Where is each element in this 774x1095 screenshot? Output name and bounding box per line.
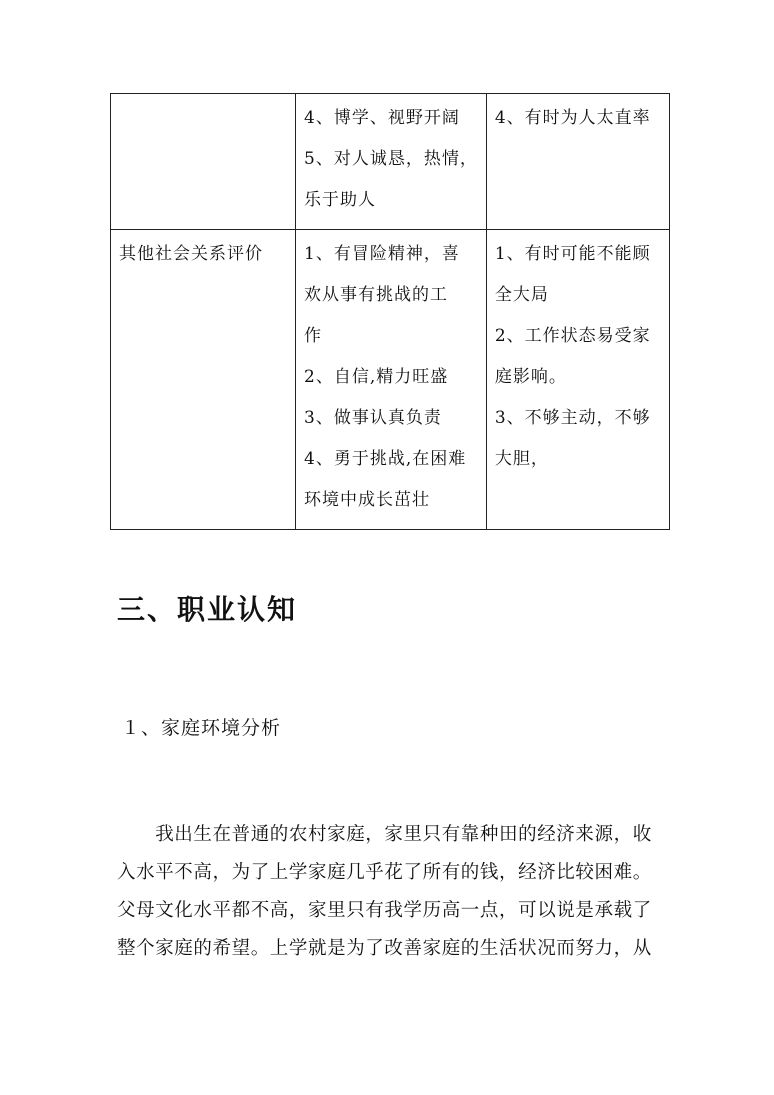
strength-line: 1、有冒险精神，喜: [304, 244, 460, 264]
weakness-line: 2、工作状态易受家: [494, 326, 651, 346]
table-row: [111, 94, 670, 230]
strength-line: 4、勇于挑战,在困难: [304, 449, 467, 469]
table-cell-label: [111, 230, 296, 530]
body-paragraph: [117, 816, 662, 968]
weakness-line: 4、有时为人太直率: [494, 108, 651, 128]
weakness-line: 庭影响。: [494, 367, 567, 387]
table-cell-strengths: [296, 230, 487, 530]
weakness-line: 全大局: [494, 285, 549, 305]
evaluation-table: [110, 93, 670, 530]
strength-line: 4、博学、视野开阔: [304, 108, 460, 128]
weakness-line: 大胆，: [494, 449, 549, 469]
row-label: 其他社会关系评价: [119, 244, 263, 264]
subsection-heading: １、家庭环境分析: [121, 717, 282, 739]
strength-line: 3、做事认真负责: [304, 408, 442, 428]
strength-line: 作: [304, 326, 322, 346]
paragraph-line: 我出生在普通的农村家庭，家里只有靠种田的经济来源，收: [117, 824, 652, 845]
paragraph-line: 整个家庭的希望。上学就是为了改善家庭的生活状况而努力，从: [117, 938, 652, 959]
weakness-line: 3、不够主动，不够: [494, 408, 651, 428]
table-cell-label: [111, 94, 296, 230]
strength-line: 环境中成长茁壮: [304, 490, 430, 510]
weakness-line: 1、有时可能不能顾: [494, 244, 651, 264]
paragraph-line: 入水平不高，为了上学家庭几乎花了所有的钱，经济比较困难。: [117, 862, 652, 883]
section-heading: 三、职业认知: [117, 593, 298, 626]
strength-line: 乐于助人: [304, 190, 376, 210]
table-cell-weaknesses: [486, 230, 669, 530]
strength-line: 欢从事有挑战的工: [304, 285, 448, 305]
table-cell-strengths: [296, 94, 487, 230]
paragraph-line: 父母文化水平都不高，家里只有我学历高一点，可以说是承载了: [117, 900, 652, 921]
strength-line: 2、自信,精力旺盛: [304, 367, 449, 387]
strength-line: 5、对人诚恳，热情，: [304, 149, 478, 169]
table-row: [111, 230, 670, 530]
table-cell-weaknesses: [486, 94, 669, 230]
